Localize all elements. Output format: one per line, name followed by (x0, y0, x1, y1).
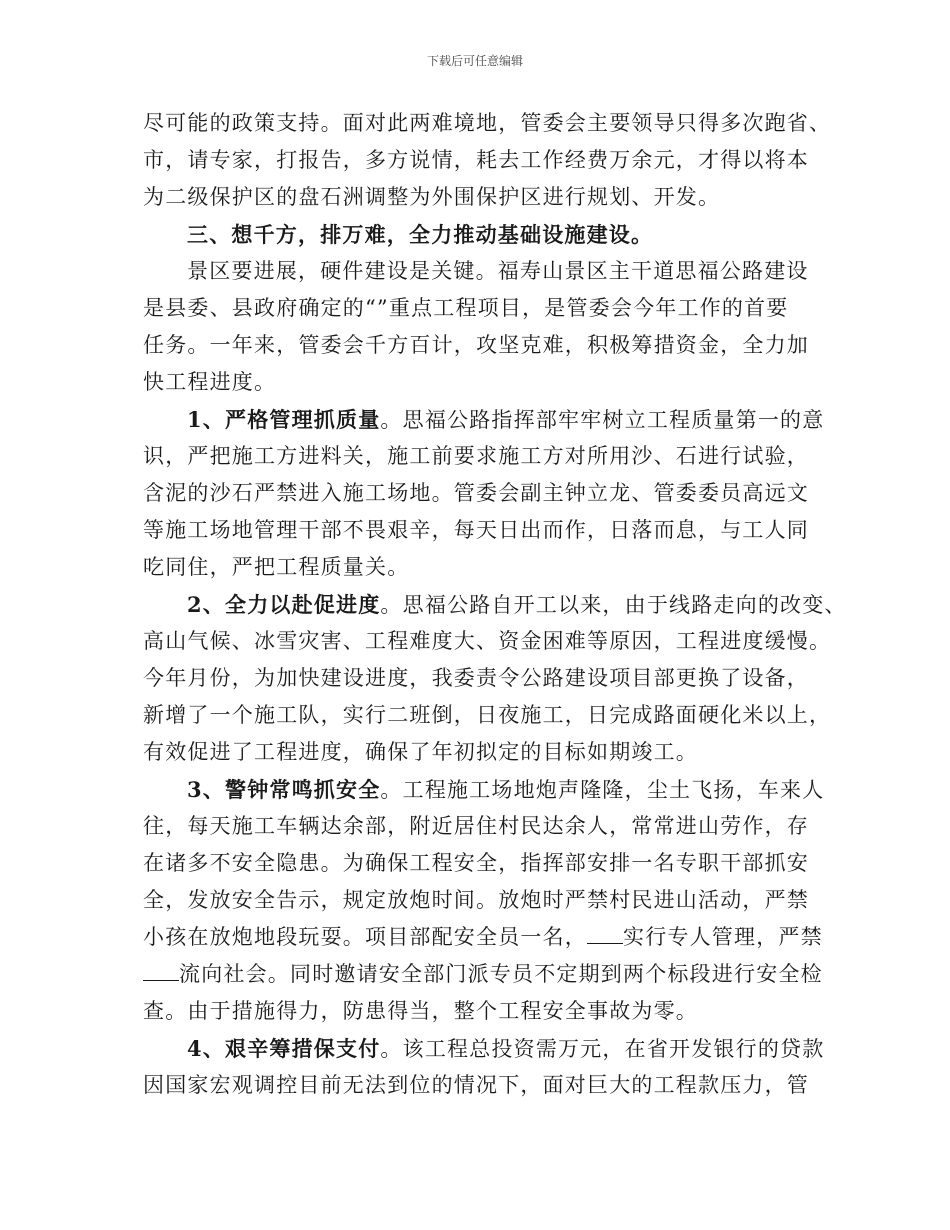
paragraph-line: 有效促进了工程进度，确保了年初拟定的目标如期竣工。 (143, 740, 698, 764)
paragraph-line (143, 919, 823, 956)
paragraph-line: 查。由于措施得力，防患得当，整个工程安全事故为零。 (143, 999, 698, 1023)
blank-underline (143, 962, 179, 981)
paragraph-line: 吃同住，严把工程质量关。 (143, 555, 410, 579)
subsection-title: 4、艰辛筹措保支付 (187, 1036, 381, 1061)
paragraph-line: 识，严把施工方进料关，施工前要求施工方对所用沙、石进行试验， (143, 444, 809, 468)
subsection-line (143, 586, 847, 623)
paragraph-line: 任务。一年来，管委会千方百计，攻坚克难，积极筹措资金，全力加 (143, 333, 809, 357)
paragraph-line: 为二级保护区的盘石洲调整为外围保护区进行规划、开发。 (143, 185, 721, 209)
subsection-line (143, 401, 823, 438)
subsection-line (143, 771, 823, 808)
paragraph-line: 含泥的沙石严禁进入施工场地。管委会副主钟立龙、管委委员高远文 (143, 481, 809, 505)
paragraph-line: 是县委、县政府确定的“”重点工程项目，是管委会今年工作的首要 (143, 296, 789, 320)
paragraph-text: 。工程施工场地炮声隆隆，尘土飞扬，车来人 (380, 778, 825, 802)
blank-underline (587, 925, 623, 944)
subsection-title: 3、警钟常鸣抓安全 (187, 777, 381, 802)
paragraph-line: 市，请专家，打报告，多方说情，耗去工作经费万余元，才得以将本 (143, 148, 809, 172)
subsection-title: 1、严格管理抓质量 (187, 407, 381, 432)
paragraph-text: 流向社会。同时邀请安全部门派专员不定期到两个标段进行安全检 (179, 962, 823, 986)
paragraph-line: 因国家宏观调控目前无法到位的情况下，面对巨大的工程款压力，管 (143, 1073, 809, 1097)
paragraph-text: 小孩在放炮地段玩耍。项目部配安全员一名， (143, 925, 587, 949)
paragraph-line (143, 956, 823, 993)
paragraph-text: 。思福公路自开工以来，由于线路走向的改变、 (380, 593, 847, 617)
paragraph-line: 新增了一个施工队，实行二班倒，日夜施工，日完成路面硬化米以上， (143, 703, 832, 727)
paragraph-line: 今年月份，为加快建设进度，我委责令公路建设项目部更换了设备， (143, 666, 809, 690)
paragraph-line: 在诸多不安全隐患。为确保工程安全，指挥部安排一名专职干部抓安 (143, 851, 809, 875)
paragraph-line: 往，每天施工车辆达余部，附近居住村民达余人，常常进山劳作，存 (143, 814, 809, 838)
paragraph-line: 高山气候、冰雪灾害、工程难度大、资金困难等原因，工程进度缓慢。 (143, 629, 832, 653)
section-heading: 三、想千方，排万难，全力推动基础设施建设。 (187, 222, 654, 247)
subsection-title: 2、全力以赴促进度 (187, 592, 381, 617)
paragraph-line: 快工程进度。 (143, 370, 277, 394)
subsection-line (143, 1030, 823, 1067)
page-header: 下载后可任意编辑 (426, 54, 523, 68)
paragraph-line: 等施工场地管理干部不畏艰辛，每天日出而作，日落而息，与工人同 (143, 518, 809, 542)
paragraph-line: 尽可能的政策支持。面对此两难境地，管委会主要领导只得多次跑省、 (143, 111, 832, 135)
paragraph-text: 。思福公路指挥部牢牢树立工程质量第一的意 (380, 408, 825, 432)
paragraph-text: 。该工程总投资需万元，在省开发银行的贷款 (380, 1037, 825, 1061)
paragraph-text: 实行专人管理，严禁 (623, 925, 823, 949)
document-body (143, 105, 847, 1104)
paragraph-line: 全，发放安全告示，规定放炮时间。放炮时严禁村民进山活动，严禁 (143, 888, 809, 912)
paragraph-line: 景区要进展，硬件建设是关键。福寿山景区主干道思福公路建设 (187, 259, 809, 283)
